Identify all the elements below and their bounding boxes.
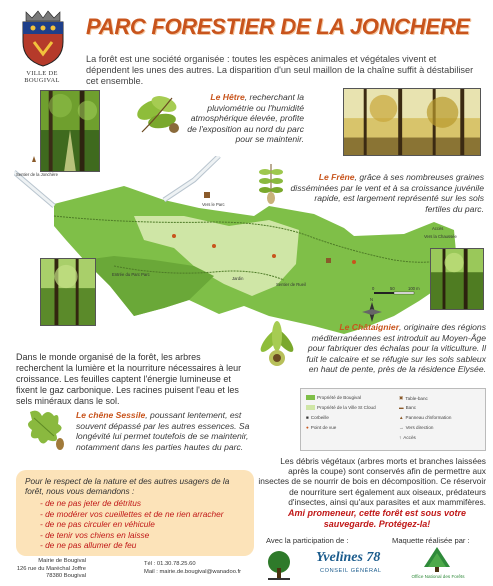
slogan-line-1: Ami promeneur, cette forêt est sous votre (287, 508, 467, 518)
legend-item-1: Propriété de la Ville St Cloud (306, 405, 376, 410)
scale-0: 0 (372, 286, 375, 291)
legend-item-6: ▲ Panneau d'information (399, 415, 452, 420)
page-title: PARC FORESTIER DE LA JONCHERE (86, 14, 470, 39)
legend-item-4: ▣ Table-banc (399, 395, 428, 401)
oak-leaf-illustration (20, 402, 72, 452)
chene-text: , poussant lentement, est souvent dépassé par les autres essences. Sa longévité lui permet toutefois de se maintenir, notamment dans les parties hautes du parc. (76, 410, 250, 452)
rule-item: - de ne pas allumer de feu (40, 540, 137, 550)
legend-item-8: ↑ Accès (399, 435, 416, 440)
beech-leaf-illustration (132, 88, 184, 138)
chestnut-leaf-illustration (255, 318, 299, 368)
map-label-0: Sentier de la Jonchère (16, 172, 58, 177)
legend-item-3: ● Point de vue (306, 425, 337, 430)
onf-label: Office National des Forêts (411, 574, 465, 579)
contact-phone: Tél : 01.30.78.25.60 (144, 561, 196, 567)
map-label-6: Jardin (232, 276, 244, 281)
yvelines-logo: Yvelines 78 (316, 550, 381, 565)
maquette-label: Maquette réalisée par : (392, 536, 470, 545)
rules-intro: Pour le respect de la nature et des autres usagers de la forêt, nous vous demandons : (25, 476, 230, 496)
chataignier-name: Le Châtaignier (339, 322, 400, 332)
hetre-paragraph (186, 92, 304, 145)
frene-name: Le Frêne (318, 172, 355, 182)
bougival-crest-logo (18, 8, 68, 68)
rules-list (40, 498, 224, 551)
address-line: 126 rue du Maréchal Joffre (16, 565, 86, 572)
address-line: Mairie de Bougival (38, 558, 86, 564)
bougival-tree-logo (262, 548, 296, 582)
sol-paragraph: Dans le monde organisé de la forêt, les arbres recherchent la lumière et la nourriture nécessaires à leur croissance. Les feuilles captent l'énergie lumineuse et fixent le gaz carbonique. Les racines puisent l'eau et les sels minéraux dans le sol. (16, 352, 242, 406)
map-label-1: Vers le Parc (202, 202, 225, 207)
ash-leaf-illustration (256, 162, 286, 204)
hetre-name: Le Hêtre (210, 92, 245, 102)
legend-item-5: ▬ Banc (399, 405, 417, 410)
legend-item-7: → Vers direction (399, 425, 434, 430)
participation-label: Avec la participation de : (266, 536, 349, 545)
map-legend (300, 388, 486, 451)
rule-item: - de ne pas circuler en véhicule (40, 519, 155, 529)
autumn-forest-photo (343, 88, 481, 156)
green-undergrowth-photo (430, 248, 484, 310)
compass-label: N (370, 297, 374, 302)
map-label-2: Entrée du Parc Parc (112, 272, 150, 277)
onf-tree-logo (420, 545, 454, 573)
map-label-4: Vers la Chaussée (424, 234, 457, 239)
legend-item-0: Propriété de Bougival (306, 395, 361, 400)
rule-item: - de ne pas jeter de détritus (40, 498, 142, 508)
frene-paragraph (290, 172, 484, 214)
scale-100: 100 m (408, 286, 420, 291)
crest-caption: VILLE DE BOUGIVAL (24, 70, 60, 84)
chataignier-paragraph (300, 322, 486, 375)
footer-address (14, 558, 86, 581)
debris-paragraph: Les débris végétaux (arbres morts et branches laissées après la coupe) sont conservés afin de permettre aux insectes de se nourrir de bois en décomposition. Ce réservoir de nourriture sert également aux oiseaux, prédateurs d'insectes, ainsi qu'aux parasites et aux mammifères. (258, 456, 486, 507)
woodland-photo (40, 258, 96, 326)
legend-item-2: ■ Corbeille (306, 415, 329, 420)
rule-item: - de tenir vos chiens en laisse (40, 529, 150, 540)
chene-name: Le chêne Sessile (76, 410, 146, 420)
hetre-text: , recherchant la pluviométrie ou l'humidité atmosphérique élevée, profite de l'exposition au nord du parc pour se maintenir. (187, 92, 304, 145)
rule-item: - de modérer vos cueillettes et de ne rien arracher (40, 508, 224, 519)
slogan-line-2: sauvegarde. Protégez-la! (323, 519, 431, 529)
footer-contact (144, 561, 264, 576)
frene-text: , grâce à ses nombreuses graines disséminées par le vent et à sa croissance juvénile rapide, est largement représenté sur les sols fertiles du parc. (290, 172, 484, 214)
chataignier-text: , originaire des régions méditerranéennes est introduit au Moyen-Âge pour fabriquer des échalas pour la viticulture. Il fuit le calcaire et se réfugie sur les sols sableux en haut de pente, près de la résidence Elysée. (306, 322, 486, 375)
conseil-general-label: CONSEIL GÉNÉRAL (320, 568, 382, 574)
intro-text: La forêt est une société organisée : toutes les espèces animales et végétales vivent et dépendent les unes des autres. La disparition d'un seul maillon de la chaîne suffit à déstabiliser cet ensemble. (86, 54, 474, 86)
contact-mail: Mail : mairie.de.bougival@wanadoo.fr (144, 568, 242, 575)
map-label-5: Accès (432, 226, 444, 231)
map-label-3: Sentier de Rueil (276, 282, 306, 287)
chene-paragraph (76, 410, 252, 452)
slogan (268, 508, 486, 530)
rules-box (16, 470, 254, 556)
address-line: 78380 Bougival (46, 573, 86, 579)
scale-50: 50 (390, 286, 395, 291)
